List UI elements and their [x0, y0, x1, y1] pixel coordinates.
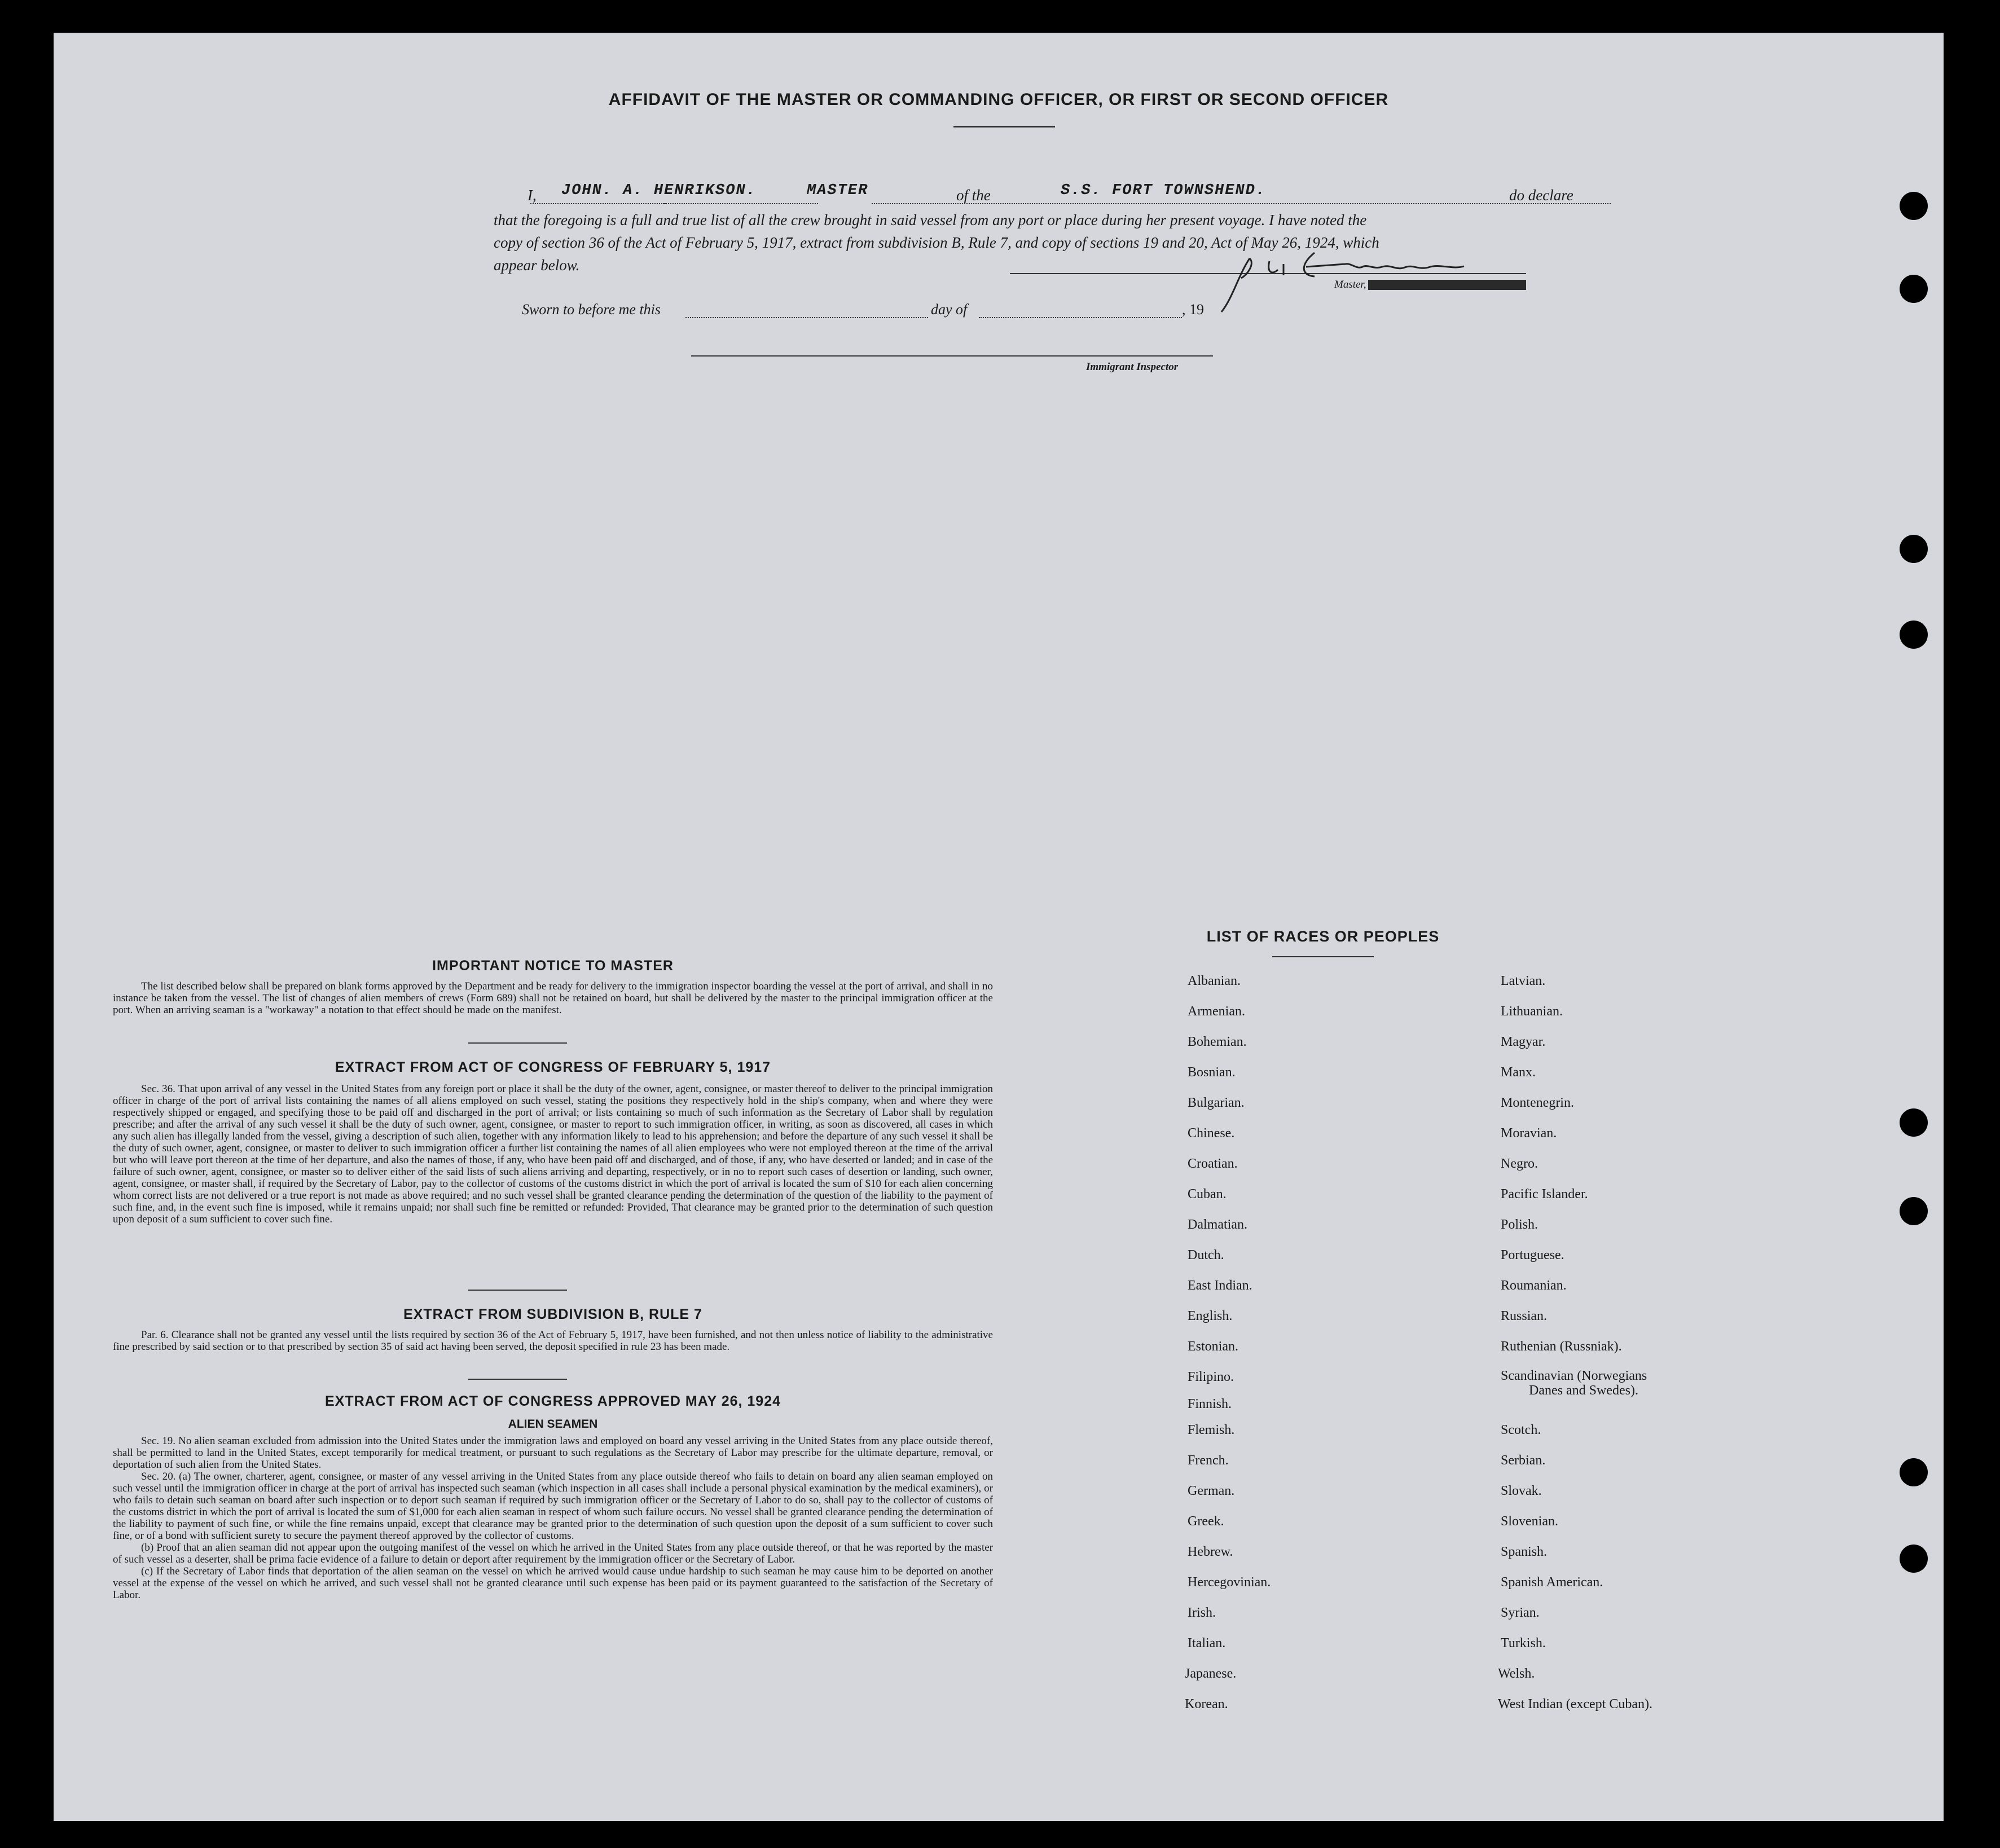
declaration-line-4: appear below.: [494, 257, 580, 274]
extract-1924-title: EXTRACT FROM ACT OF CONGRESS APPROVED MAY 26, 1924: [324, 1393, 781, 1409]
punch-hole: [1900, 1545, 1928, 1573]
rule-7-body: Par. 6. Clearance shall not be granted any vessel until the lists required by section 36 of the Act of February 5, 1917, have been furnished, and not then unless notice of liability to the administrative fine prescribed by said section or to that prescribed by section 35 of said act having been served, the deposit specified in rule 23 has been made.: [113, 1329, 993, 1353]
officer-rank: MASTER: [807, 182, 869, 199]
vessel-name: S.S. FORT TOWNSHEND.: [1061, 182, 1267, 199]
punch-hole: [1900, 1108, 1928, 1137]
race-english: English.: [1188, 1309, 1233, 1323]
of-the-label: of the: [956, 187, 991, 204]
race-slovenian: Slovenian.: [1501, 1514, 1558, 1529]
race-pacific-islander: Pacific Islander.: [1501, 1187, 1588, 1202]
year-label: , 19: [1182, 301, 1204, 318]
notice-title: IMPORTANT NOTICE TO MASTER: [432, 958, 674, 974]
punch-hole: [1900, 192, 1928, 220]
struck-out-titles: [1368, 280, 1526, 290]
race-greek: Greek.: [1188, 1514, 1224, 1529]
race-roumanian: Roumanian.: [1501, 1278, 1567, 1293]
race-cuban: Cuban.: [1188, 1187, 1227, 1202]
race-filipino: Filipino.: [1188, 1370, 1234, 1384]
punch-hole: [1900, 621, 1928, 649]
punch-hole: [1900, 1197, 1928, 1225]
race-latvian: Latvian.: [1501, 974, 1546, 988]
signature-caption: Master,: [1334, 279, 1366, 291]
day-of-label: day of: [931, 301, 968, 318]
race-scotch: Scotch.: [1501, 1423, 1541, 1437]
race-dalmatian: Dalmatian.: [1188, 1217, 1247, 1232]
punch-hole: [1900, 1458, 1928, 1486]
race-spanish-american: Spanish American.: [1501, 1575, 1603, 1590]
race-finnish: Finnish.: [1188, 1397, 1232, 1411]
race-hercegovinian: Hercegovinian.: [1188, 1575, 1271, 1590]
race-welsh: Welsh.: [1498, 1666, 1535, 1681]
race-east-indian: East Indian.: [1188, 1278, 1252, 1293]
extract-1917-body: Sec. 36. That upon arrival of any vessel in the United States from any foreign port or place it shall be the duty of the owner, agent, consignee, or master thereof to deliver to the principal immigration officer in charge of the port of arrival lists containing the names of all aliens employed on such vessel, stating the positions they respectively hold in the ship's company, when and where they were respectively shipped or engaged, and specifying those to be paid off and discharged in the port of arrival; or lists containing so much of such information as the Secretary of Labor shall by regulation prescribe; and after the arrival of any such vessel it shall be the duty of such owner, agent, consignee, or master to report to such immigration officer, in writing, as soon as discovered, all cases in which any such alien has illegally landed from the vessel, giving a description of such alien, together with any information likely to lead to his apprehension; and before the departure of any such vessel it shall be the duty of such owner, agent, consignee, or master to deliver to such immigration officer a further list containing the names of all alien employees who were not employed thereon at the time of the arrival but who will leave port thereon at the time of her departure, and also the names of those, if any, who have been paid off and discharged, and of those, if any, who have deserted or landed; and in case of the failure of such owner, agent, consignee, or master so to deliver either of the said lists of such aliens arriving and departing, respectively, or in no to report such cases of desertion or landing, such owner, agent, consignee, or master shall, if required by the Secretary of Labor, pay to the collector of customs of the customs district in which the port of arrival is located the sum of $10 for each alien concerning whom correct lists are not delivered or a true report is not made as above required; and no such vessel shall be granted clearance pending the determination of the question of the liability to the payment of such fine, and, in the event such fine is imposed, while it remains unpaid; nor shall such fine be remitted or refunded: Provided, That clearance may be granted prior to the determination of such question upon deposit of a sum sufficient to cover such fine.: [113, 1083, 993, 1225]
race-albanian: Albanian.: [1188, 974, 1241, 988]
race-portuguese: Portuguese.: [1501, 1248, 1564, 1262]
race-turkish: Turkish.: [1501, 1636, 1546, 1651]
race-flemish: Flemish.: [1188, 1423, 1235, 1437]
declaration-line-2: that the foregoing is a full and true list of all the crew brought in said vessel from any port or place during her present voyage. I have noted the: [494, 212, 1367, 228]
master-name: JOHN. A. HENRIKSON.: [561, 182, 757, 199]
rule-7-title: EXTRACT FROM SUBDIVISION B, RULE 7: [403, 1306, 702, 1322]
race-magyar: Magyar.: [1501, 1035, 1546, 1049]
race-ruthenian: Ruthenian (Russniak).: [1501, 1339, 1622, 1354]
punch-hole: [1900, 535, 1928, 563]
do-declare-label: do declare: [1509, 187, 1573, 204]
race-syrian: Syrian.: [1501, 1605, 1540, 1620]
title-divider: [953, 126, 1055, 127]
declaration-line-3: copy of section 36 of the Act of February 5, 1917, extract from subdivision B, Rule 7, and copy of sections 19 and 20, Act of May 26, 1924, which: [494, 234, 1379, 251]
race-manx: Manx.: [1501, 1065, 1536, 1080]
races-title: LIST OF RACES OR PEOPLES: [1206, 928, 1440, 945]
extract-1917-title: EXTRACT FROM ACT OF CONGRESS OF FEBRUARY 5, 1917: [335, 1059, 771, 1075]
race-scandinavian: Scandinavian (Norwegians: [1501, 1369, 1647, 1383]
race-spanish: Spanish.: [1501, 1545, 1548, 1559]
race-bulgarian: Bulgarian.: [1188, 1095, 1245, 1110]
form-sheet: [54, 33, 1944, 1821]
inspector-line: [691, 355, 1213, 357]
race-polish: Polish.: [1501, 1217, 1539, 1232]
inspector-caption: Immigrant Inspector: [1086, 361, 1179, 373]
race-chinese: Chinese.: [1188, 1126, 1235, 1141]
alien-seamen-subtitle: ALIEN SEAMEN: [508, 1418, 598, 1431]
race-croatian: Croatian.: [1188, 1156, 1238, 1171]
race-bohemian: Bohemian.: [1188, 1035, 1247, 1049]
sworn-label: Sworn to before me this: [522, 301, 661, 318]
race-armenian: Armenian.: [1188, 1004, 1245, 1019]
race-montenegrin: Montenegrin.: [1501, 1095, 1574, 1110]
race-dutch: Dutch.: [1188, 1248, 1224, 1262]
race-estonian: Estonian.: [1188, 1339, 1238, 1354]
race-negro: Negro.: [1501, 1156, 1538, 1171]
race-bosnian: Bosnian.: [1188, 1065, 1236, 1080]
race-slovak: Slovak.: [1501, 1484, 1542, 1498]
affidavit-title: AFFIDAVIT OF THE MASTER OR COMMANDING OFFICER, OR FIRST OR SECOND OFFICER: [608, 90, 1389, 109]
race-french: French.: [1188, 1453, 1229, 1468]
race-moravian: Moravian.: [1501, 1126, 1557, 1141]
race-japanese: Japanese.: [1185, 1666, 1237, 1681]
race-west-indian: West Indian (except Cuban).: [1498, 1697, 1652, 1711]
race-serbian: Serbian.: [1501, 1453, 1546, 1468]
notice-body: The list described below shall be prepared on blank forms approved by the Department and be ready for delivery to the immigration inspector boarding the vessel at the port of arrival, and shall in no instance be taken from the vessel. The list of changes of alien members of crews (Form 689) shall not be retained on board, but shall be delivered by the master to the principal immigration officer at the port. When an arriving seaman is a "workaway" a notation to that effect should be made on the manifest.: [113, 980, 993, 1016]
race-hebrew: Hebrew.: [1188, 1545, 1233, 1559]
race-italian: Italian.: [1188, 1636, 1226, 1651]
punch-hole: [1900, 275, 1928, 303]
race-korean: Korean.: [1185, 1697, 1228, 1711]
i-label: I,: [528, 187, 537, 204]
race-scandinavian-cont: Danes and Swedes).: [1529, 1383, 1638, 1398]
race-irish: Irish.: [1188, 1605, 1216, 1620]
race-lithuanian: Lithuanian.: [1501, 1004, 1563, 1019]
race-russian: Russian.: [1501, 1309, 1548, 1323]
race-german: German.: [1188, 1484, 1235, 1498]
extract-1924-body: Sec. 19. No alien seaman excluded from admission into the United States under the immigration laws and employed on board any vessel arriving in the United States from any place outside thereof, shall be permitted to land in the United States, except temporarily for medical treatment, or pursuant to such regulations as the Secretary of Labor may prescribe for the ultimate departure, removal, or deportation of such alien from the United States. Sec. 20. (a) The owner, charterer, agent, consignee, or master of any vessel arriving in the United States from any place outside thereof who fails to detain on board any alien seaman employed on such vessel until the immigration officer in charge at the port of arrival has inspected such seaman (which inspection in all cases shall include a personal physical examination by the medical examiners), or who fails to detain such seaman on board after such inspection or to deport such seaman if required by such immigration officer or the Secretary of Labor to do so, shall pay to the collector of customs of the customs district in which the port of arrival is located the sum of $1,000 for each alien seaman in respect of whom such failure occurs. No vessel shall be granted clearance pending the determination of the liability to payment of such fine, or while the fine remains unpaid, except that clearance may be granted prior to the determination of such question upon the deposit of a sum sufficient to cover such fine, or of a bond with sufficient surety to secure the payment thereof approved by the collector of customs. (b) Proof that an alien seaman did not appear upon the outgoing manifest of the vessel on which he arrived in the United States from any place outside thereof, or that he was reported by the master of such vessel as a deserter, shall be prima facie evidence of a failure to detain or deport after requirement by the immigration officer or the Secretary of Labor. (c) If the Secretary of Labor finds that deportation of the alien seaman on the vessel on which he arrived would cause undue hardship to such seaman he may cause him to be deported on another vessel at the expense of the vessel on which he arrived, and such vessel shall not be granted clearance until such expense has been paid or its payment guaranteed to the satisfaction of the Secretary of Labor.: [113, 1435, 993, 1601]
